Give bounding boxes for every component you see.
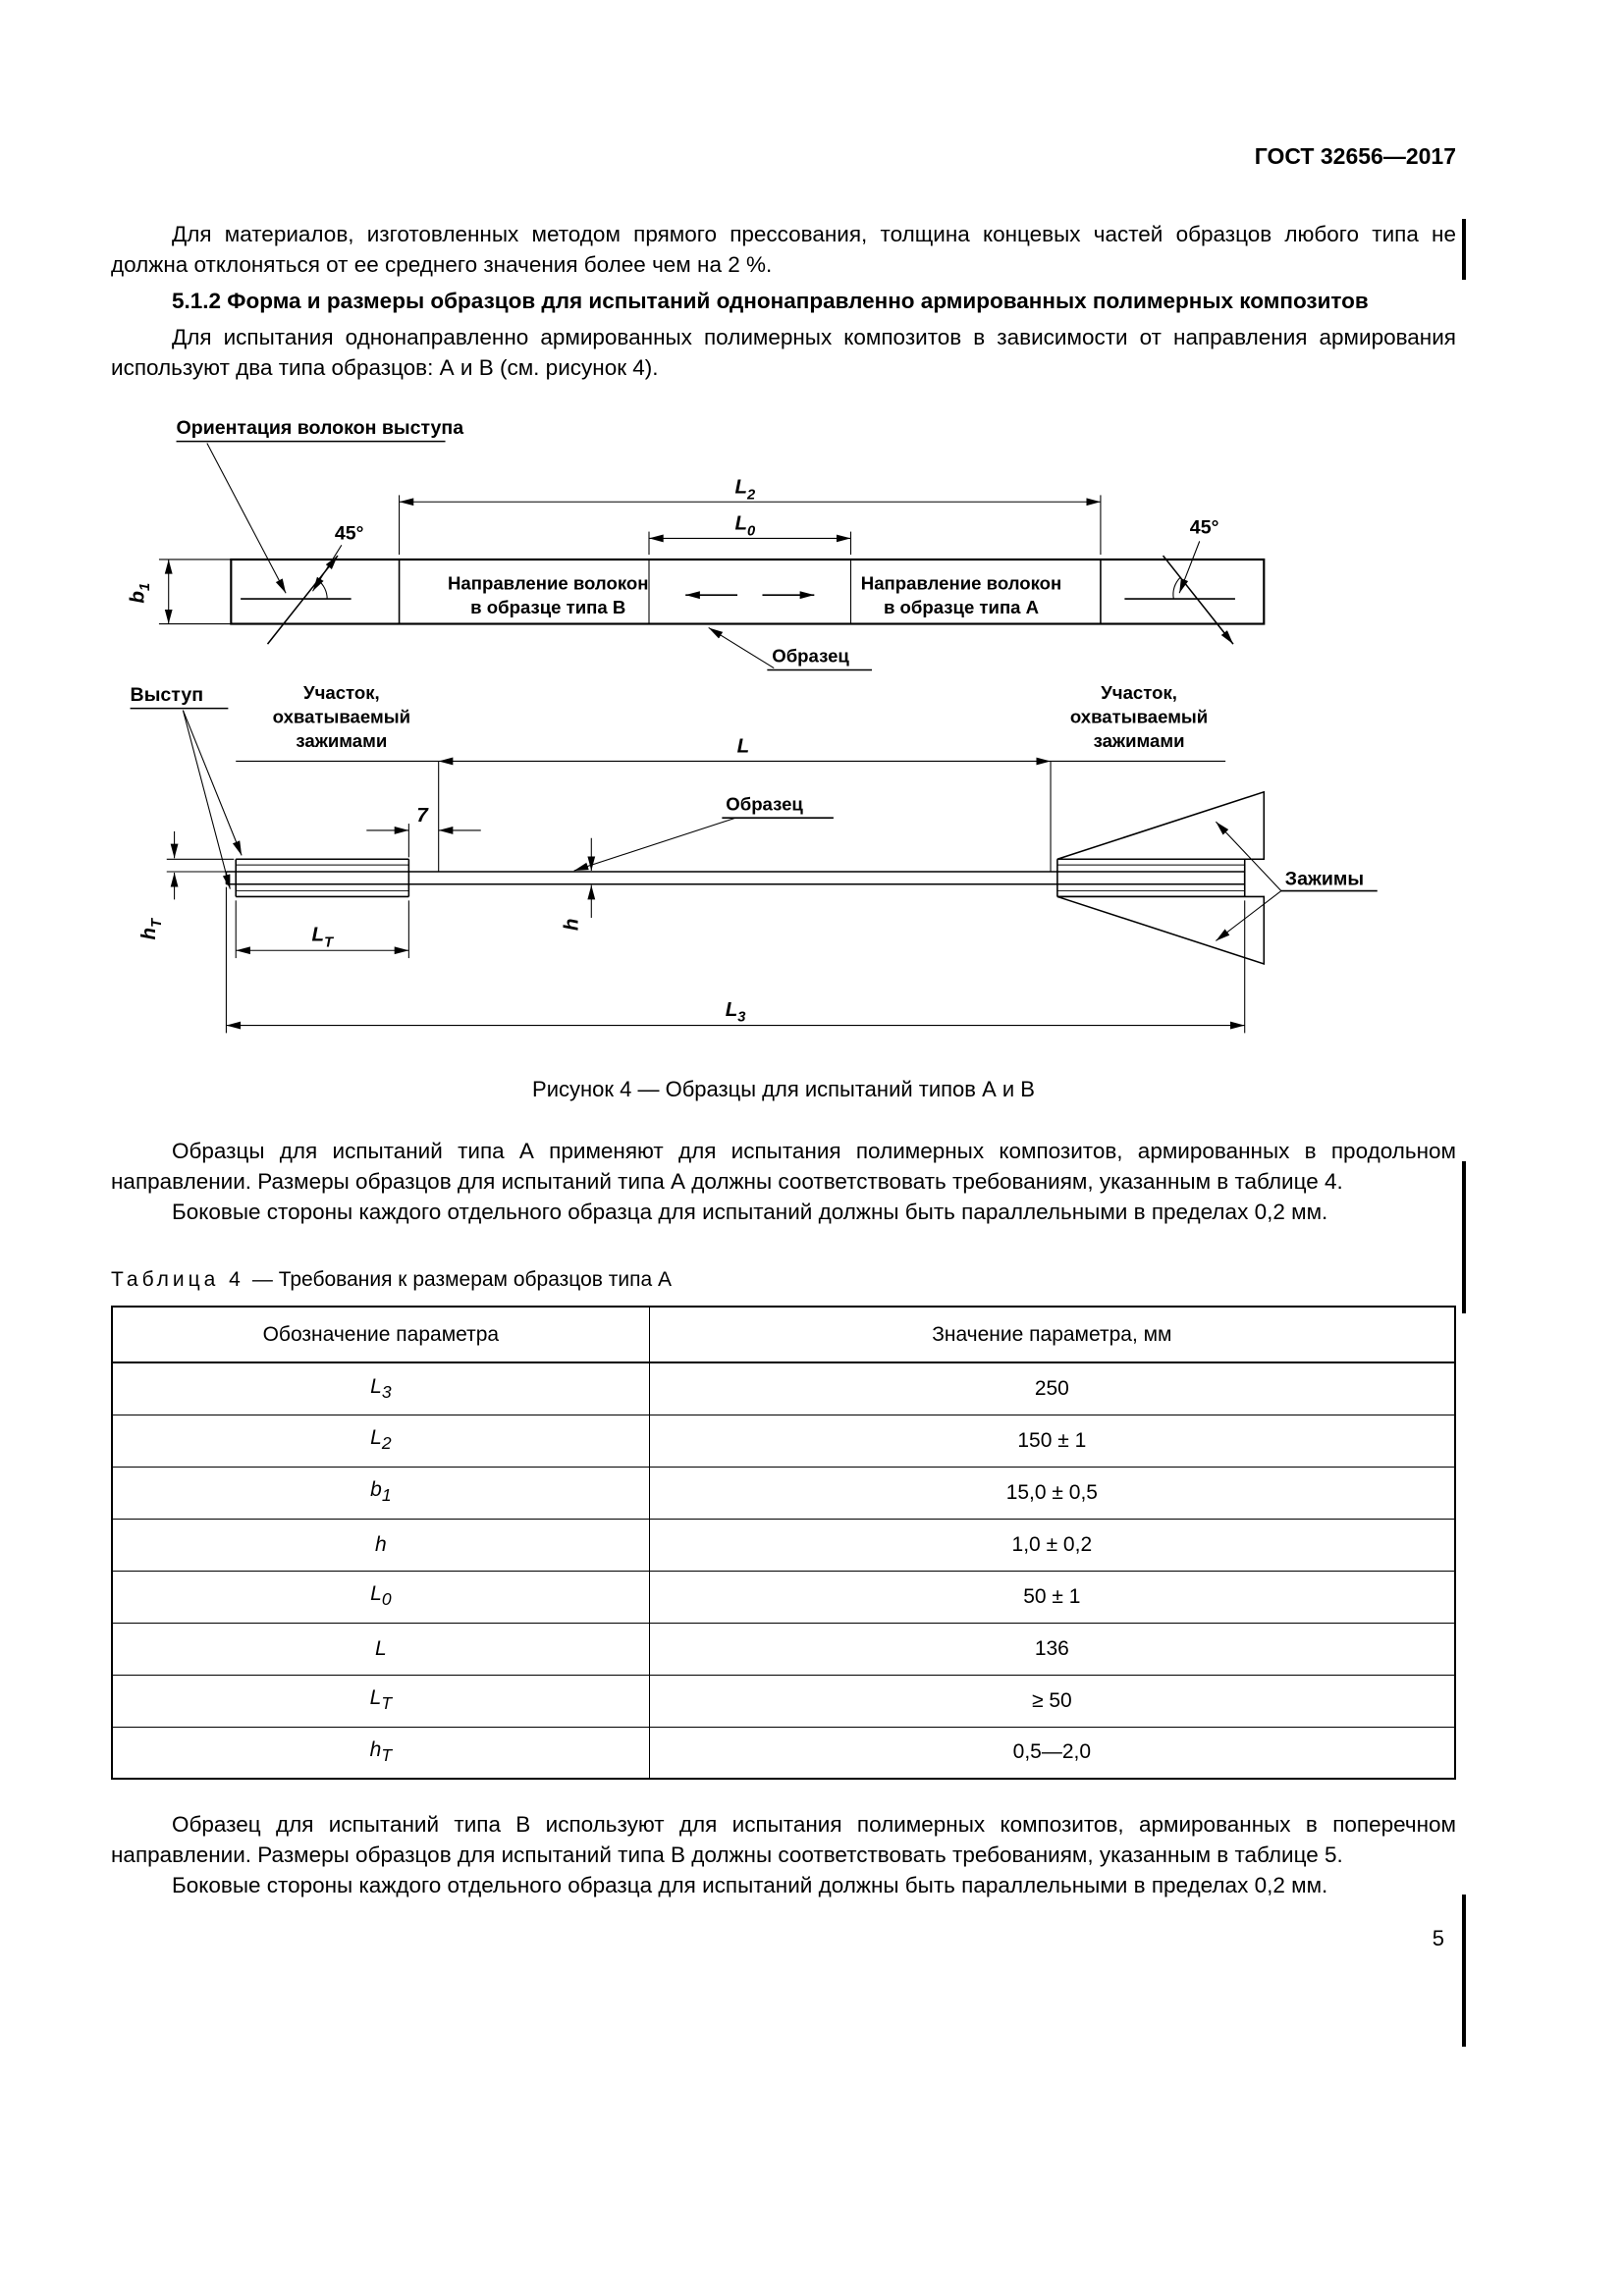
param-value-cell: 0,5—2,0: [649, 1727, 1455, 1779]
paragraph-type-a: Образцы для испытаний типа А применяют для испытания полимерных композитов, армированных в продольном направлении. Размеры образцов для испытаний типа А должны соответствовать требованиям, указанным в таблице 4.: [111, 1139, 1456, 1194]
table-header-row: [112, 1307, 1455, 1362]
table-row: [112, 1467, 1455, 1519]
grip-zone-left-line2: охватываемый: [272, 706, 411, 727]
angle-right-label: 45°: [1189, 516, 1219, 539]
angle-left-label: 45°: [334, 522, 364, 545]
dim-h-label: h: [560, 918, 583, 932]
fiber-orientation-label: Ориентация волокон выступа: [176, 416, 464, 439]
param-name-cell: $b_1$: [112, 1467, 649, 1519]
figure-4-caption: Рисунок 4 — Образцы для испытаний типов А и В: [532, 1077, 1035, 1101]
param-value-cell: 250: [649, 1362, 1455, 1415]
table-row: [112, 1675, 1455, 1727]
dim-L3-label: $L_3$: [725, 997, 746, 1026]
fiber-direction-type-a-line2: в образце типа А: [883, 596, 1040, 617]
param-value-cell: ≥ 50: [649, 1675, 1455, 1727]
figure-4-drawing: [111, 410, 1456, 1064]
table-caption-text: — Требования к размерам образцов типа А: [251, 1268, 672, 1291]
param-value-cell: 150 ± 1: [649, 1415, 1455, 1467]
table-4: [111, 1306, 1456, 1780]
param-name-cell: h: [112, 1519, 649, 1571]
grip-zone-right-line3: зажимами: [1093, 729, 1185, 751]
figure-4: [111, 410, 1456, 1102]
table-row: [112, 1415, 1455, 1467]
table-row: [112, 1571, 1455, 1623]
grip-zone-right-line2: охватываемый: [1069, 706, 1209, 727]
grip-zone-left-line1: Участок,: [303, 681, 380, 703]
grip-zone-left-line3: зажимами: [296, 729, 388, 751]
paragraph-type-b: Образец для испытаний типа В используют для испытания полимерных композитов, армированных в поперечном направлении. Размеры образцов для испытаний типа В должны соответствовать требованиям, указанным в таблице 5.: [111, 1812, 1456, 1867]
fiber-direction-type-b-line2: в образце типа В: [470, 596, 626, 617]
col-header-parameter: Обозначение параметра: [112, 1307, 649, 1362]
paragraph-press-molding: Для материалов, изготовленных методом прямого прессования, толщина концевых частей образцов любого типа не должна отклоняться от ее среднего значения более чем на 2 %.: [111, 222, 1456, 277]
grips-label: Зажимы: [1284, 868, 1365, 890]
change-bar: [1462, 1895, 1466, 2047]
fiber-direction-type-b-line1: Направление волокон: [448, 572, 649, 594]
top-view-outline: [231, 556, 1264, 644]
table-row: [112, 1362, 1455, 1415]
param-name-cell: $L_2$: [112, 1415, 649, 1467]
table-row: [112, 1727, 1455, 1779]
page-number: 5: [1432, 1926, 1444, 1950]
param-value-cell: 136: [649, 1623, 1455, 1675]
spec-table-body: [112, 1362, 1455, 1779]
param-name-cell: $L_3$: [112, 1362, 649, 1415]
param-name-cell: L: [112, 1623, 649, 1675]
change-bar: [1462, 1161, 1466, 1313]
table-row: [112, 1623, 1455, 1675]
dim-b1-label: $b_1$: [126, 582, 154, 604]
tab-label: Выступ: [130, 683, 204, 706]
paragraph-parallel-sides-a: Боковые стороны каждого отдельного образца для испытаний должны быть параллельными в пределах 0,2 мм.: [172, 1200, 1328, 1224]
param-name-cell: $L_0$: [112, 1571, 649, 1623]
dim-LT-label: $L_Т$: [311, 923, 334, 951]
fiber-direction-type-a-line1: Направление волокон: [860, 572, 1062, 594]
table-caption-label: Таблица 4: [111, 1268, 244, 1291]
table-row: [112, 1519, 1455, 1571]
param-name-cell: $L_Т$: [112, 1675, 649, 1727]
param-value-cell: 15,0 ± 0,5: [649, 1467, 1455, 1519]
specimen-label-top: Образец: [772, 645, 849, 667]
param-value-cell: 50 ± 1: [649, 1571, 1455, 1623]
dim-7-label: 7: [416, 804, 428, 828]
section-heading-5-1-2: 5.1.2 Форма и размеры образцов для испытаний однонаправленно армированных полимерных композитов: [172, 289, 1369, 313]
paragraph-two-specimen-types: Для испытания однонаправленно армированных полимерных композитов в зависимости от направления армирования используют два типа образцов: А и В (см. рисунок 4).: [111, 325, 1456, 380]
specimen-label-side: Образец: [726, 793, 803, 815]
dim-L-label: L: [736, 734, 750, 758]
standard-number: ГОСТ 32656—2017: [1254, 143, 1456, 169]
param-name-cell: $h_Т$: [112, 1727, 649, 1779]
dim-L0-label: $L_0$: [734, 511, 756, 540]
grip-zone-right-line1: Участок,: [1101, 681, 1177, 703]
col-header-value: Значение параметра, мм: [649, 1307, 1455, 1362]
paragraph-parallel-sides-b: Боковые стороны каждого отдельного образца для испытаний должны быть параллельными в пределах 0,2 мм.: [172, 1873, 1328, 1897]
top-view-dimensions: [159, 442, 1200, 670]
param-value-cell: 1,0 ± 0,2: [649, 1519, 1455, 1571]
change-bar: [1462, 219, 1466, 280]
dim-hT-label: $h_Т$: [137, 918, 165, 940]
table-4-caption: [111, 1268, 1456, 1292]
dim-L2-label: $L_2$: [734, 475, 756, 504]
doc-header: [111, 143, 1456, 170]
side-view-dimensions: [131, 709, 1378, 1034]
